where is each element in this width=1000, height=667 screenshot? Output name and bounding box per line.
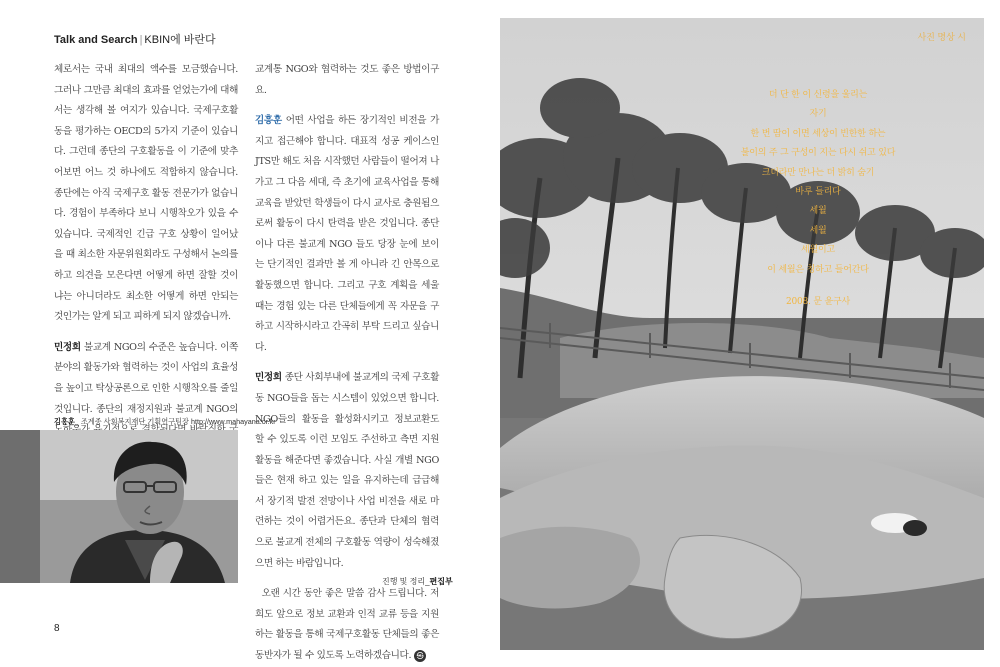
header-subtitle: KBIN에 바란다 bbox=[144, 34, 216, 46]
photo-caption bbox=[54, 417, 276, 427]
caption-description: _ 조계종 사회복지재단 기획연구팀장 http://www.mahayana.or.kr bbox=[74, 417, 276, 426]
poem-line: 크더라만 만나는 더 밝히 숨기 bbox=[761, 167, 875, 178]
paragraph-text: 불교계 NGO의 수준은 높습니다. 이쪽 분야의 활동가와 협력하는 것이 사업의 효율성을 높이고 탁상공론으로 인한 시행착오를 줄일 것입니다. 종단의 재정지원과 불교계 NGO의 bbox=[54, 341, 238, 415]
credit-name: 편집부 bbox=[429, 577, 453, 586]
paragraph: 체로서는 국내 최대의 액수를 모금했습니다. 그러나 그만큼 최대의 효과를 얻었는가에 대해서는 생각해 볼 여지가 있습니다. 국제구호활동을 평가하는 OECD의 5가지 기준이 있습니다. 그런데 종단의 구호활동을 이 기준에 맞추어보면 어느 것 하나에도 적합하지 않습니다. 종단에는 아직 국제구호 활동 전문가가 없습니다. 경험이 부족하다 보니 시행착오가 있을 수 있습니다. 국제적인 긴급 구호 상황이 일어났을 때 최소한 자문위원회라도 구성해서 논의를 하고 의견을 모은다면 어떻게 하면 잘할 것이냐는 아니더라도 최소한 어떻게 하면 안되는 것인가는 알게 되고 피하게 되지 않겠습니까. bbox=[54, 64, 238, 323]
poem-line: 세월 bbox=[809, 206, 827, 217]
page-number: 8 bbox=[54, 623, 60, 634]
poem-line: 불이의 주 그 구성이 지는 다시 쉬고 있다 bbox=[740, 148, 896, 159]
poem-line: 바루 들리다 bbox=[795, 187, 841, 198]
landscape-photo bbox=[500, 18, 984, 650]
poem-line: 자기 bbox=[809, 109, 827, 120]
poem-overlay bbox=[660, 86, 976, 312]
paragraph-text: 어떤 사업을 하든 장기적인 비전을 가지고 접근해야 합니다. 대표적 성공 케이스인 JTS만 해도 처음 시작했던 사람들이 떨어져 나가고 그 다음 세대, 즉 초기에 교육사업을 통해 교육을 받았던 학생들이 다시 교사로 충원됨으로써 활동이 다시 탄력을 받은 것입니다. 종단이나 다른 불교계 NGO 들도 당장 눈에 보이는 단기적인 결과만 볼 게 아니라 긴 안목으로 활동했으면 합니다. 그리고 구호 계획을 세울 때는 경험 있는 다른 단체들에게 꼭 자문을 구하고 시작하시라고 간곡히 부탁 드리고 싶습니다. bbox=[255, 115, 440, 353]
interviewee-photo bbox=[0, 430, 238, 583]
poem-signature: 2008. 문 윤구사 bbox=[785, 297, 851, 308]
paragraph bbox=[255, 584, 439, 666]
end-mark-icon: ㉿ bbox=[414, 650, 426, 662]
poem-line: 한 번 땀이 이면 세상이 빈한한 하는 bbox=[750, 128, 886, 139]
credit-prefix: 진행 및 정리_ bbox=[382, 577, 430, 586]
speaker-name: 김흥훈 bbox=[255, 115, 282, 127]
running-header bbox=[54, 31, 216, 47]
header-title: Talk and Search bbox=[54, 34, 138, 46]
header-separator: | bbox=[139, 34, 143, 46]
poem-line: 세월 bbox=[809, 225, 827, 236]
person-photo-illustration bbox=[0, 430, 238, 583]
paragraph bbox=[255, 368, 439, 574]
poem-line: 이 세월은 칭하고 들어간다 bbox=[767, 264, 869, 275]
caption-name: 김흥훈 bbox=[54, 417, 75, 426]
corner-label: 사진 명상 시 bbox=[917, 32, 966, 42]
paragraph-text: 종단 사회부내에 불교계의 국제 구호활동 NGO들을 돕는 시스템이 있었으면 합니다. NGO들의 활동을 활성화시키고 정보교환도 할 수 있도록 이런 모임도 주선하고 측면 지원활동을 해준다면 좋겠습니다. 사실 개별 NGO들은 현재 하고 있는 일을 유지하는데 급급해서 장기적 발전 전망이나 사업 비전을 새로 마련하는 것이 어렵거든요. 종단과 단체의 협력으로 불교계 전체의 구호활동 역량이 성숙해졌으면 하는 바람입니다. bbox=[255, 372, 440, 569]
poem-line: 세월이고 bbox=[801, 245, 835, 256]
speaker-name: 민정희 bbox=[255, 372, 282, 384]
poem-line: 더 단 한 이 신령을 울리는 bbox=[768, 90, 868, 100]
paragraph bbox=[255, 111, 439, 358]
speaker-name: 민정희 bbox=[54, 341, 81, 353]
paragraph-text: 오랜 시간 동안 좋은 말씀 감사 드립니다. 저희도 앞으로 정보 교환과 인적 교류 등을 지원하는 활동을 통해 국제구호활동 단체들의 좋은 동반자가 될 수 있도록 노력하겠습니다. bbox=[255, 588, 439, 662]
paragraph: 교계통 NGO와 협력하는 것도 좋은 방법이구요. bbox=[255, 64, 439, 96]
credit-line bbox=[382, 576, 453, 587]
